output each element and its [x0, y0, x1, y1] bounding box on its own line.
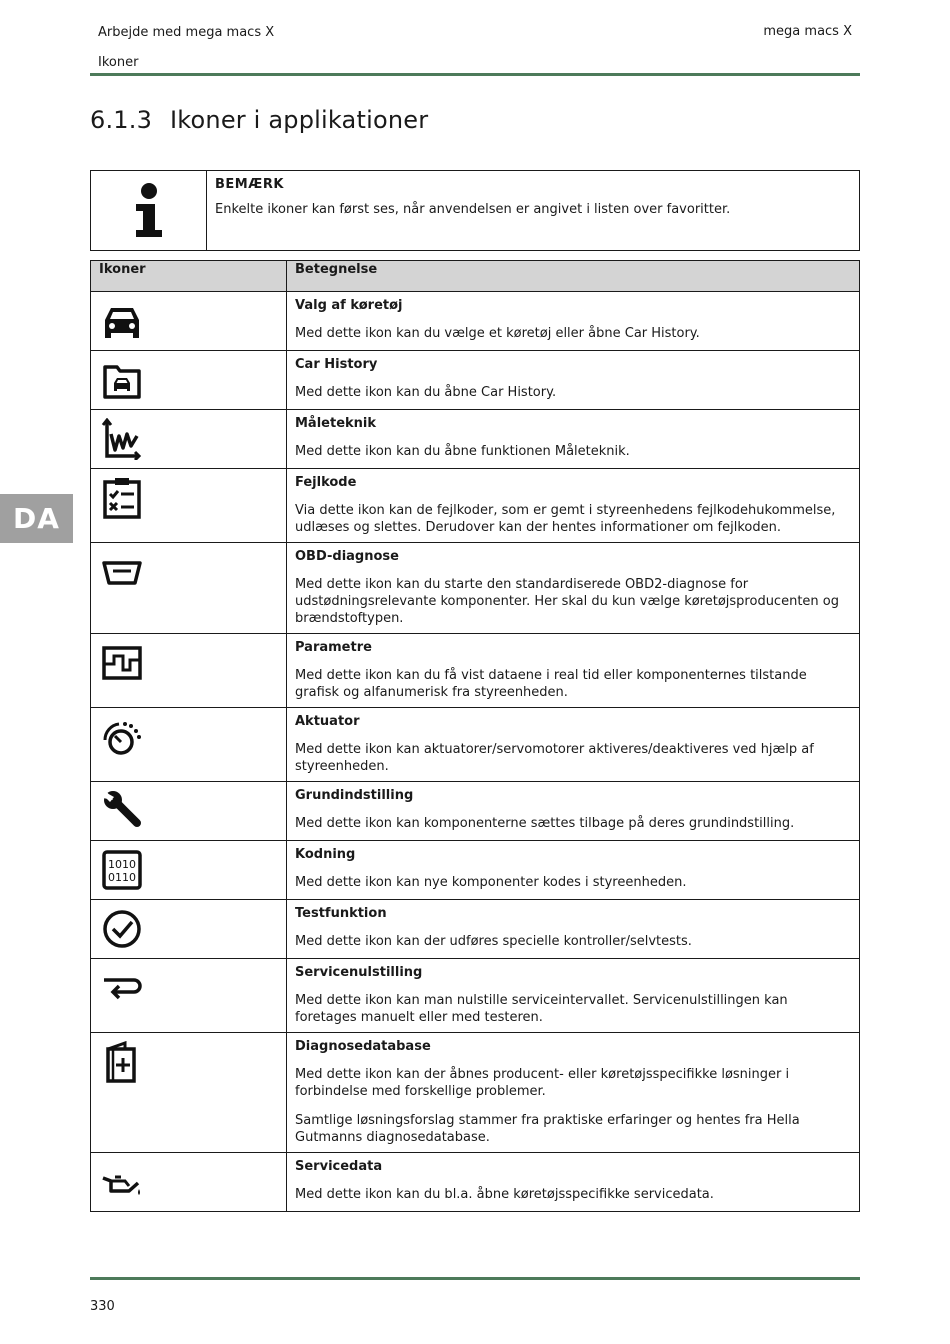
table-row	[91, 708, 860, 782]
table-row	[91, 959, 860, 1033]
measurement-icon	[101, 418, 143, 460]
row-description: Med dette ikon kan komponenterne sættes tilbage på deres grundindstilling.	[295, 816, 795, 831]
row-description: Med dette ikon kan der åbnes producent- eller køretøjsspecifikke løsninger i forbindelse med forskellige problemer.	[295, 1067, 790, 1099]
row-description: Med dette ikon kan du få vist dataene i real tid eller komponenternes tilstande grafisk og alfanumerisk fra styreenheden.	[295, 668, 807, 700]
table-row	[91, 469, 860, 543]
wrench-icon	[101, 790, 143, 832]
fault-code-icon	[101, 477, 143, 519]
table-row	[91, 841, 860, 900]
column-header-icons: Ikoner	[91, 261, 287, 292]
table-row	[91, 634, 860, 708]
row-title: Måleteknik	[295, 416, 377, 431]
row-description: Med dette ikon kan nye komponenter kodes i styreenheden.	[295, 875, 687, 890]
row-description: Med dette ikon kan du bl.a. åbne køretøjsspecifikke servicedata.	[295, 1187, 714, 1202]
row-title: Grundindstilling	[295, 788, 414, 803]
car-icon	[101, 300, 143, 342]
row-title: Testfunktion	[295, 906, 387, 921]
row-title: Fejlkode	[295, 475, 357, 490]
check-circle-icon	[101, 908, 143, 950]
page-title	[90, 106, 428, 134]
table-row	[91, 1033, 860, 1153]
info-icon	[91, 171, 207, 250]
service-reset-icon	[101, 967, 143, 1009]
coding-icon	[101, 849, 143, 891]
icon-table	[90, 260, 860, 1212]
page-number: 330	[90, 1299, 115, 1314]
diagnosis-database-icon	[101, 1041, 143, 1083]
row-title: Car History	[295, 357, 378, 372]
row-title: Servicenulstilling	[295, 965, 423, 980]
row-title: Valg af køretøj	[295, 298, 403, 313]
table-row	[91, 782, 860, 841]
running-header	[98, 24, 274, 72]
note-box	[90, 170, 860, 251]
car-folder-icon	[101, 359, 143, 401]
table-row	[91, 543, 860, 634]
language-tab: DA	[0, 494, 73, 543]
row-description: Med dette ikon kan du vælge et køretøj eller åbne Car History.	[295, 326, 700, 341]
row-title: Diagnosedatabase	[295, 1039, 431, 1054]
svg-text:0110: 0110	[108, 871, 136, 884]
row-title: Aktuator	[295, 714, 360, 729]
parameter-icon	[101, 642, 143, 684]
header-section: Arbejde med mega macs X	[98, 25, 275, 40]
note-text: Enkelte ikoner kan først ses, når anvendelsen er angivet i listen over favoritter.	[215, 202, 731, 217]
header-subsection: Ikoner	[98, 55, 139, 70]
obd-icon	[101, 551, 143, 593]
svg-text:1010: 1010	[108, 858, 136, 871]
table-row	[91, 900, 860, 959]
row-title: OBD-diagnose	[295, 549, 399, 564]
row-title: Parametre	[295, 640, 372, 655]
row-description: Samtlige løsningsforslag stammer fra praktiske erfaringer og hentes fra Hella Gutmanns diagnosedatabase.	[295, 1113, 800, 1145]
section-number: 6.1.3	[90, 106, 153, 134]
note-title: BEMÆRK	[215, 177, 284, 192]
footer-rule	[90, 1277, 860, 1280]
column-header-description: Betegnelse	[287, 261, 860, 292]
row-description: Med dette ikon kan du starte den standardiserede OBD2-diagnose for udstødningsrelevante komponenter. Her skal du kun vælge køretøjsproducenten og brændstoftypen.	[295, 577, 839, 626]
table-row	[91, 1153, 860, 1212]
table-row	[91, 351, 860, 410]
row-title: Kodning	[295, 847, 356, 862]
actuator-icon	[101, 716, 143, 758]
table-row	[91, 292, 860, 351]
row-description: Med dette ikon kan du åbne funktionen Måleteknik.	[295, 444, 630, 459]
header-product: mega macs X	[763, 24, 852, 39]
row-description: Med dette ikon kan der udføres specielle kontroller/selvtests.	[295, 934, 692, 949]
table-header-row	[91, 261, 860, 292]
oil-can-icon	[101, 1161, 143, 1203]
row-description: Med dette ikon kan aktuatorer/servomotorer aktiveres/deaktiveres ved hjælp af styreenheden.	[295, 742, 814, 774]
row-description: Med dette ikon kan du åbne Car History.	[295, 385, 557, 400]
row-description: Via dette ikon kan de fejlkoder, som er gemt i styreenhedens fejlkodehukommelse, udlæses og slettes. Derudover kan der hentes informationer om fejlkoden.	[295, 503, 836, 535]
header-rule	[90, 73, 860, 76]
section-title: Ikoner i applikationer	[170, 106, 429, 134]
table-row	[91, 410, 860, 469]
row-description: Med dette ikon kan man nulstille serviceintervallet. Servicenulstillingen kan foretages manuelt eller med testeren.	[295, 993, 788, 1025]
row-title: Servicedata	[295, 1159, 383, 1174]
